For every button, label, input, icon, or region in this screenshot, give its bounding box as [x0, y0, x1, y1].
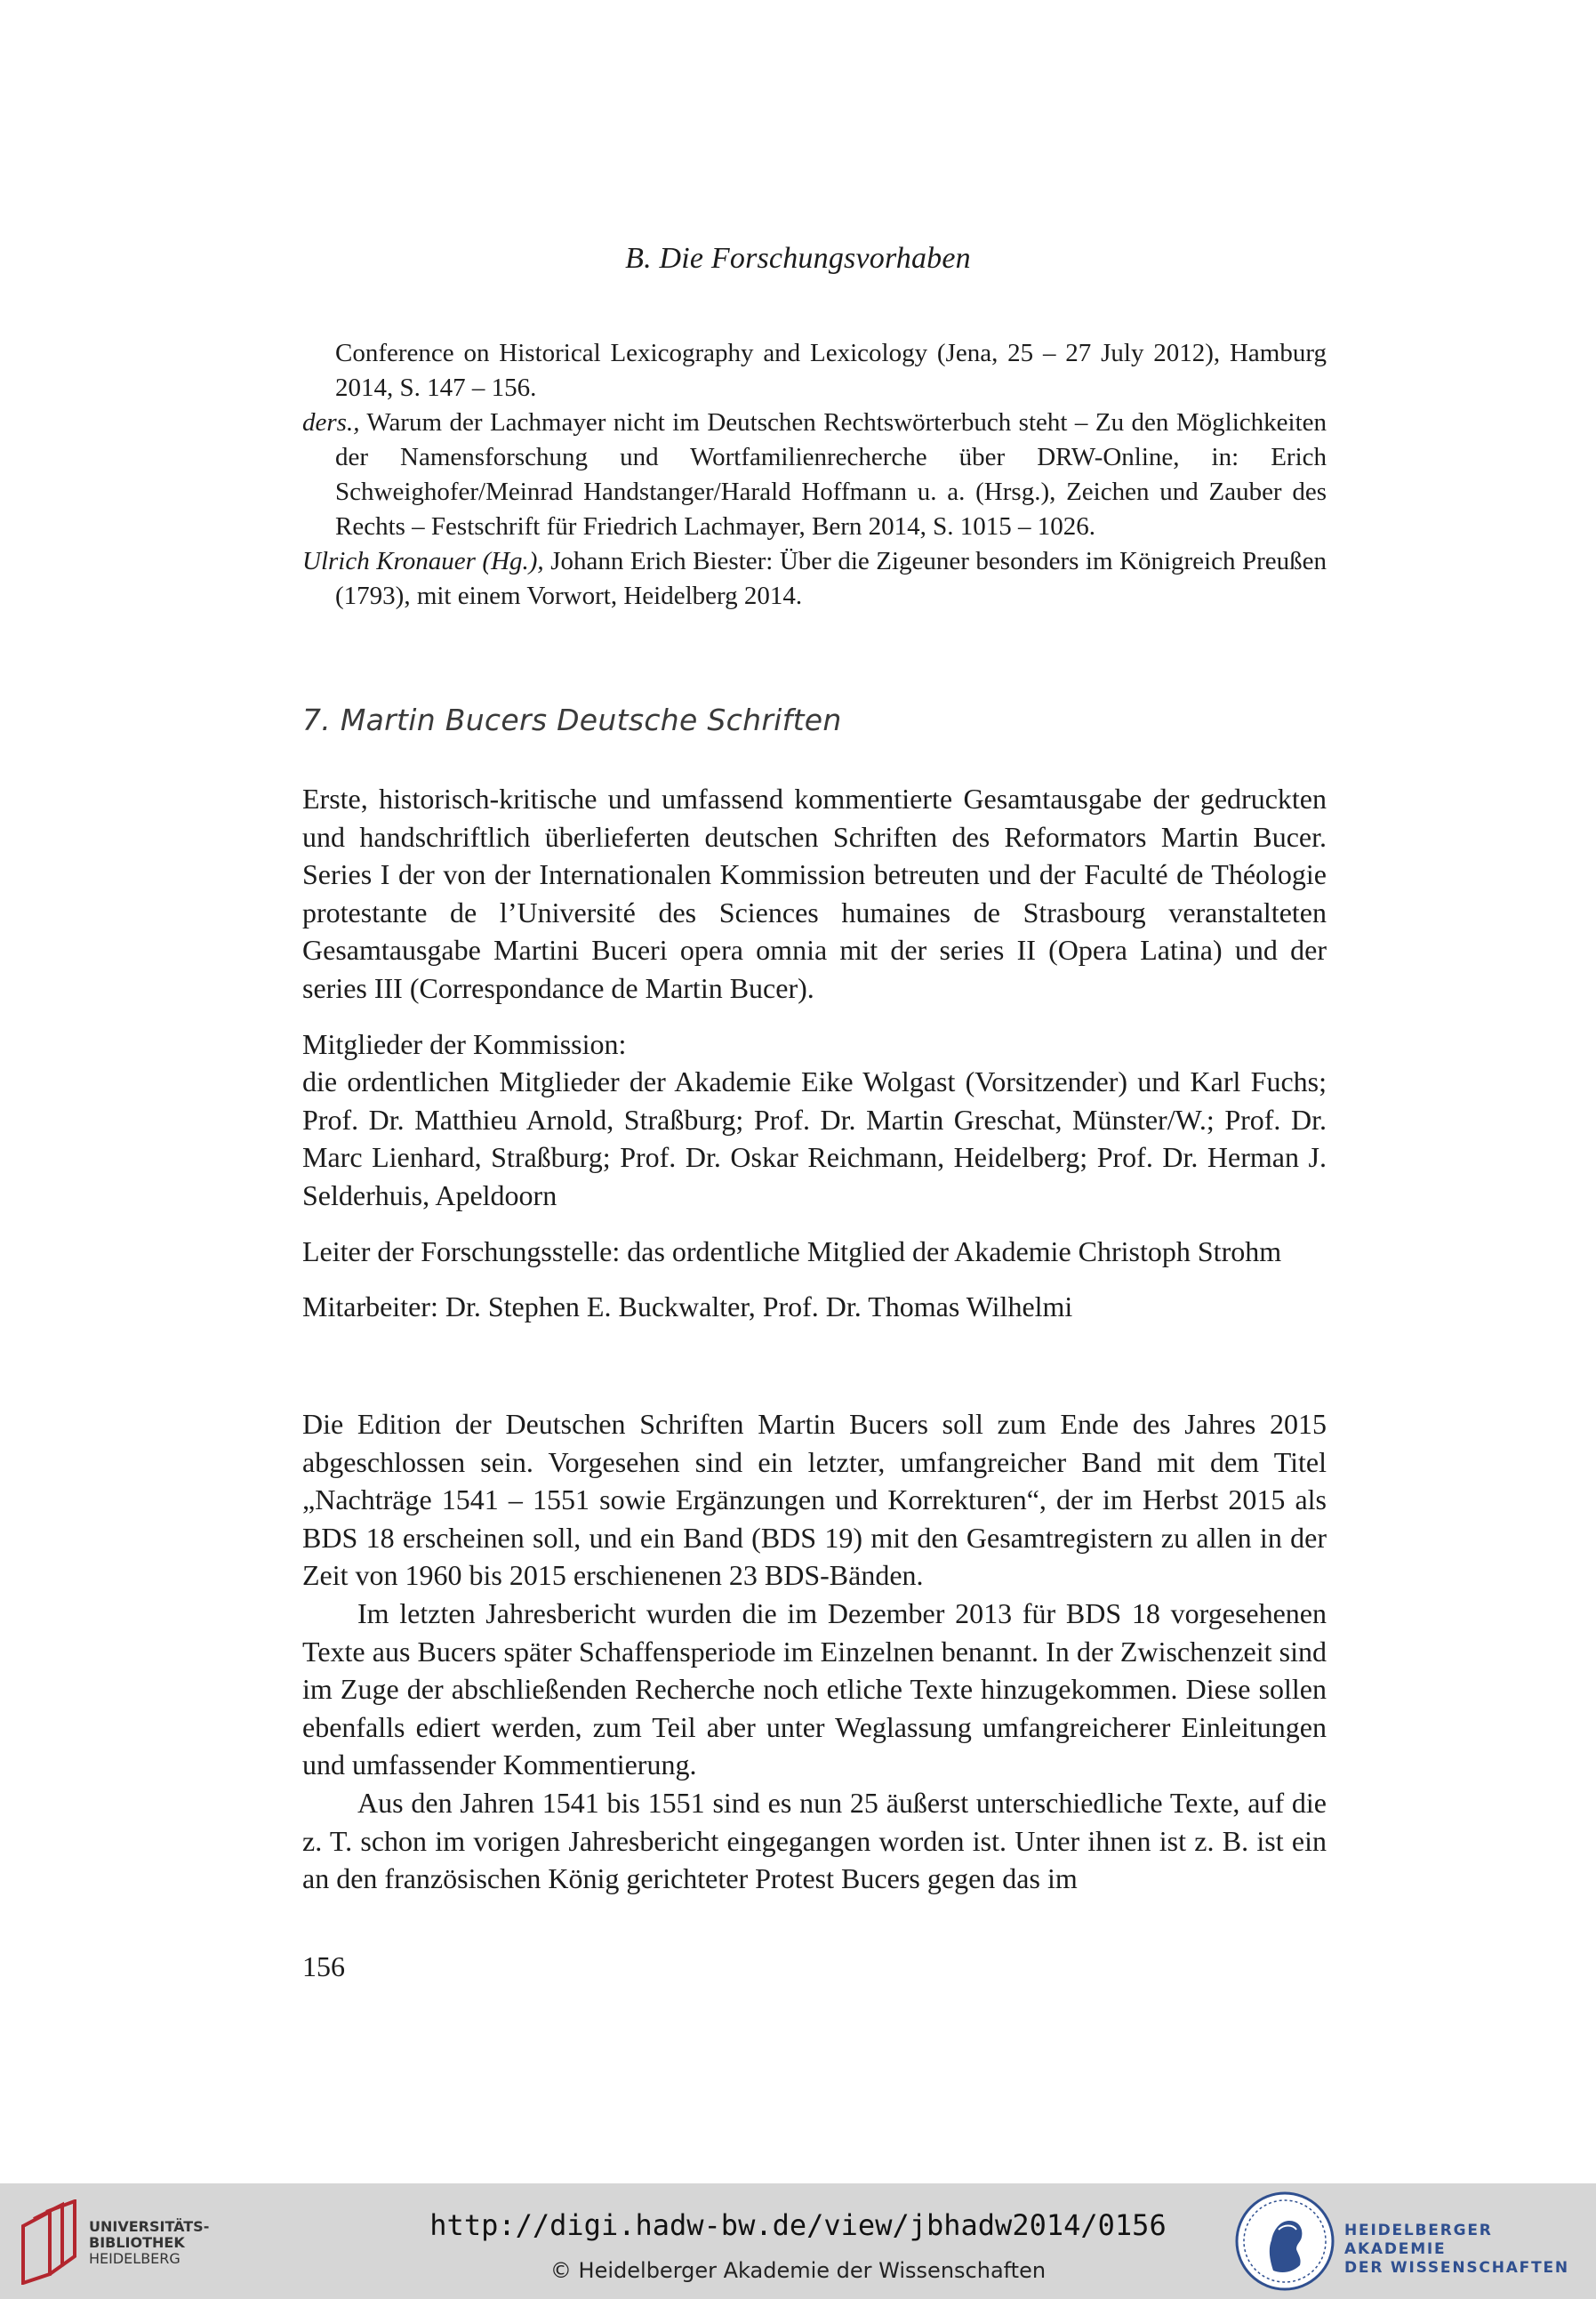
- body-paragraph: Aus den Jahren 1541 bis 1551 sind es nun 25 äußerst unterschiedliche Texte, auf die z. T. schon im vorigen Jahresbericht eingegangen worden ist. Unter ihnen ist z. B. ist ein an den französischen König gerichteter Protest Bucers gegen das im: [302, 1786, 1327, 1895]
- page-number: 156: [302, 1950, 345, 1982]
- body-paragraph: Die Edition der Deutschen Schriften Martin Bucers soll zum Ende des Jahres 2015 abgeschlossen sein. Vorgesehen sind ein letzter, umfangreicher Band mit dem Titel „Nachträge 1541 – 1551 sowie Ergänzungen und Korrekturen“, der im Herbst 2015 als BDS 18 erscheinen soll, und ein Band (BDS 19) mit den Gesamtregistern zu allen in der Zeit von 1960 bis 2015 erschienenen 23 BDS-Bänden.: [302, 1408, 1327, 1592]
- reference-list: [302, 336, 1327, 614]
- project-description: Erste, historisch-kritische und umfassend kommentierte Gesamtausgabe der gedruckten und handschriftlich überlieferten deutschen Schriften des Reformators Martin Bucer. Series I der von der Internationalen Kommission betreuten und der Faculté de Théologie protestante de l’Université des Sciences humaines de Strasbourg veranstalteten Gesamtausgabe Martini Buceri opera omnia mit der series II (Opera Latina) und der series III (Correspondance de Martin Bucer).: [302, 783, 1327, 1004]
- reference-item: [302, 406, 1327, 544]
- reference-text: Warum der Lachmayer nicht im Deutschen Rechtswörterbuch steht – Zu den Möglichkeiten der Namensforschung und Wortfamilienrecherche über DRW-Online, in: Erich Schweighofer/Meinrad Handstanger/Harald Hoffmann u. a. (Hrsg.), Zeichen und Zauber des Rechts – Festschrift für Friedrich Lachmayer, Bern 2014, S. 1015 – 1026.: [335, 408, 1327, 541]
- project-info: [302, 780, 1327, 1326]
- academy-seal-icon: [1234, 2190, 1335, 2292]
- reference-author: ders.,: [302, 408, 360, 437]
- academy-line: DER WISSENSCHAFTEN: [1344, 2259, 1569, 2277]
- staff-list: Mitarbeiter: Dr. Stephen E. Buckwalter, Prof. Dr. Thomas Wilhelmi: [302, 1290, 1073, 1323]
- section-heading: 7. Martin Bucers Deutsche Schriften: [302, 703, 842, 737]
- reference-item: [302, 544, 1327, 614]
- academy-line: HEIDELBERGER AKADEMIE: [1344, 2222, 1493, 2258]
- reference-text: Conference on Historical Lexicography and Lexicology (Jena, 25 – 27 July 2012), Hamburg 2014, S. 147 – 156.: [335, 339, 1327, 402]
- copyright-notice: © Heidelberger Akademie der Wissenschaften: [549, 2258, 1047, 2283]
- ub-line: HEIDELBERG: [89, 2250, 180, 2267]
- permalink-url[interactable]: http://digi.hadw-bw.de/view/jbhadw2014/0156: [429, 2208, 1167, 2242]
- body-paragraph: Im letzten Jahresbericht wurden die im Dezember 2013 für BDS 18 vorgesehenen Texte aus Bucers später Schaffensperiode im Einzelnen benannt. In der Zwischenzeit sind im Zuge der abschließenden Recherche noch etliche Texte hinzugekommen. Diese sollen ebenfalls ediert werden, zum Teil aber unter Weglassung umfangreicherer Einleitungen und umfassender Kommentierung.: [302, 1596, 1327, 1781]
- ub-line: BIBLIOTHEK: [89, 2234, 185, 2251]
- running-head: B. Die Forschungsvorhaben: [625, 242, 971, 275]
- reference-item: [302, 336, 1327, 406]
- members-list: die ordentlichen Mitglieder der Akademie Eike Wolgast (Vorsitzender) und Karl Fuchs; Prof. Dr. Matthieu Arnold, Straßburg; Prof. Dr. Martin Greschat, Münster/W.; Prof. Dr. Marc Lienhard, Straßburg; Prof. Dr. Oskar Reichmann, Heidelberg; Prof. Dr. Herman J. Selderhuis, Apeldoorn: [302, 1065, 1327, 1211]
- report-body: [302, 1405, 1327, 1898]
- members-label: Mitglieder der Kommission:: [302, 1027, 627, 1060]
- footer-bar: [0, 2183, 1596, 2299]
- research-leader: Leiter der Forschungsstelle: das ordentliche Mitglied der Akademie Christoph Strohm: [302, 1234, 1282, 1267]
- ub-line: UNIVERSITÄTS-: [89, 2218, 210, 2235]
- reference-text: Johann Erich Biester: Über die Zigeuner besonders im Königreich Preußen (1793), mit einem Vorwort, Heidelberg 2014.: [335, 547, 1327, 610]
- reference-author: Ulrich Kronauer (Hg.),: [302, 547, 544, 575]
- academy-wordmark: [1344, 2222, 1596, 2278]
